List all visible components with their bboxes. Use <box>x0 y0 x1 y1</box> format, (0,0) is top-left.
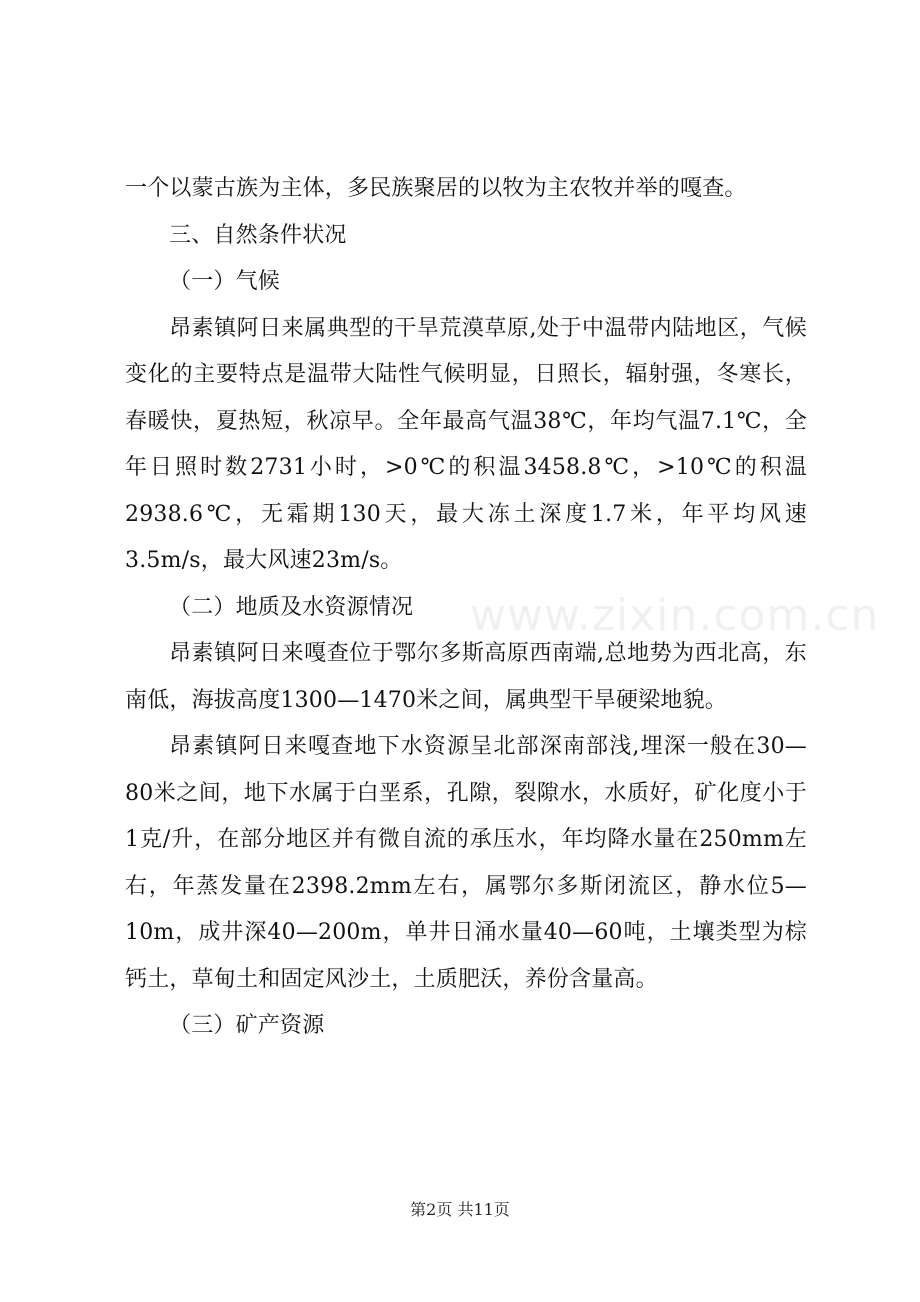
subheading-geology-water: （二）地质及水资源情况 <box>169 594 414 620</box>
page-footer: 第2页 共11页 <box>410 1200 510 1219</box>
paragraph-geology: 昂素镇阿日来嘎查位于鄂尔多斯高原西南端,总地势为西北高，东南低，海拔高度1300—1470米之间，属典型干旱硬梁地貌。 <box>125 641 807 713</box>
paragraph-climate: 昂素镇阿日来属典型的干旱荒漠草原,处于中温带内陆地区，气候变化的主要特点是温带大陆性气候明显，日照长，辐射强，冬寒长，春暖快，夏热短，秋凉早。全年最高气温38℃，年均气温7.1℃，全年日照时数2731小时，>0℃的积温3458.8℃，>10℃的积温2938.6℃，无霜期130天，最大冻土深度1.7米，年平均风速3.5m/s，最大风速23m/s。 <box>125 315 807 573</box>
subheading-climate: （一）气候 <box>169 269 281 294</box>
section-heading-natural-conditions: 三、自然条件状况 <box>169 222 347 248</box>
paragraph-continuation: 一个以蒙古族为主体，多民族聚居的以牧为主农牧并举的嘎查。 <box>125 176 747 201</box>
subheading-mineral-resources: （三）矿产资源 <box>169 1013 325 1038</box>
paragraph-groundwater: 昂素镇阿日来嘎查地下水资源呈北部深南部浅,埋深一般在30—80米之间，地下水属于白垩系，孔隙，裂隙水，水质好，矿化度小于1克/升，在部分地区并有微自流的承压水，年均降水量在250mm左右，年蒸发量在2398.2mm左右，属鄂尔多斯闭流区，静水位5—10m，成井深40—200m，单井日涌水量40—60吨，土壤类型为棕钙土，草甸土和固定风沙土，土质肥沃，养份含量高。 <box>125 734 807 992</box>
document-body <box>125 166 807 1050</box>
watermark-text: www.zixin.com.cn <box>470 590 880 641</box>
